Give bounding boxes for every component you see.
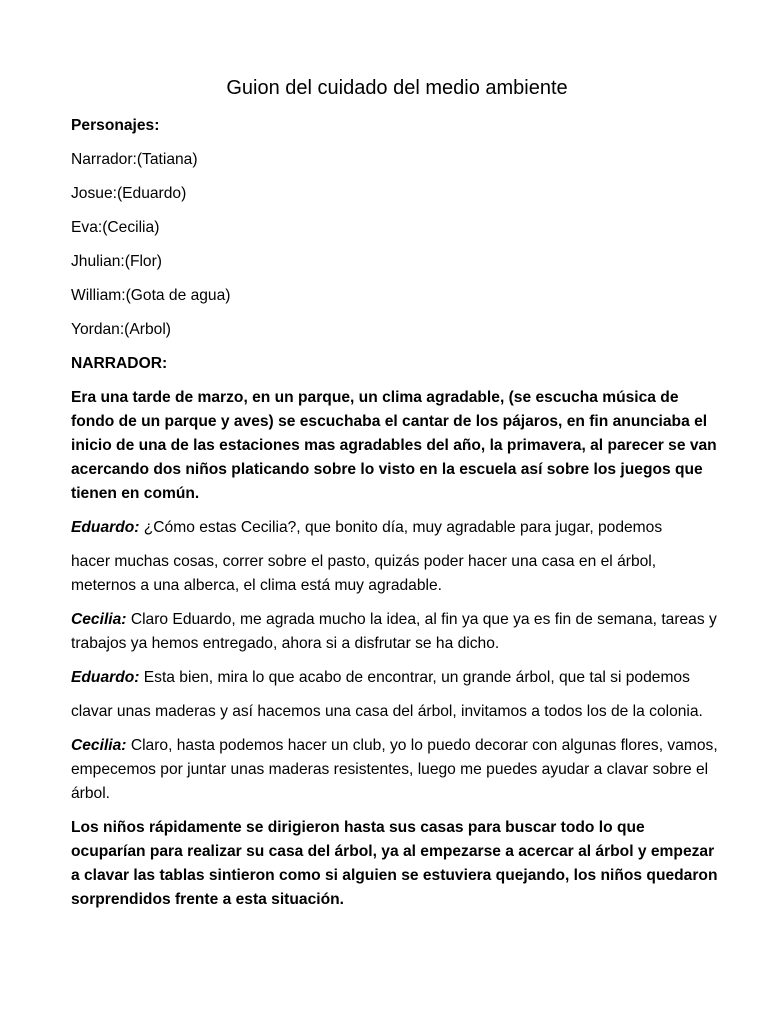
document-page [71,74,723,922]
character-line: Eva:(Cecilia) [71,219,160,236]
characters-heading: Personajes: [71,117,160,134]
speaker-name: Eduardo: [71,519,140,536]
character-line: William:(Gota de agua) [71,287,231,304]
dialogue-line [71,666,723,690]
dialogue-text: Esta bien, mira lo que acabo de encontrar, un grande árbol, que tal si podemos [139,669,690,686]
dialogue-line [71,608,723,656]
narration-paragraph: Los niños rápidamente se dirigieron hasta sus casas para buscar todo lo que ocuparían para realizar su casa del árbol, ya al empezarse a acercar al árbol y empezar a clavar las tablas sintieron como si alguien se estuviera quejando, los niños quedaron sorprendidos frente a esta situación. [71,819,718,908]
character-line: Josue:(Eduardo) [71,185,187,202]
dialogue-text: Claro Eduardo, me agrada mucho la idea, al fin ya que ya es fin de semana, tareas y trabajos ya hemos entregado, ahora si a disfrutar se ha dicho. [71,611,717,652]
document-title: Guion del cuidado del medio ambiente [226,77,568,99]
speaker-name: Cecilia: [71,737,127,754]
speaker-name: Eduardo: [71,669,140,686]
dialogue-continuation: hacer muchas cosas, correr sobre el pasto, quizás poder hacer una casa en el árbol, meternos a una alberca, el clima está muy agradable. [71,553,657,594]
dialogue-text: Claro, hasta podemos hacer un club, yo lo puedo decorar con algunas flores, vamos, empecemos por juntar unas maderas resistentes, luego me puedes ayudar a clavar sobre el árbol. [71,737,718,802]
dialogue-line [71,734,723,806]
dialogue-continuation: clavar unas maderas y así hacemos una casa del árbol, invitamos a todos los de la colonia. [71,703,703,720]
character-line: Yordan:(Arbol) [71,321,171,338]
character-line: Jhulian:(Flor) [71,253,162,270]
narration-paragraph: Era una tarde de marzo, en un parque, un clima agradable, (se escucha música de fondo de un parque y aves) se escuchaba el cantar de los pájaros, en fin anunciaba el inicio de una de las estaciones mas agradables del año, la primavera, al parecer se van acercando dos niños platicando sobre lo visto en la escuela así sobre los juegos que tienen en común. [71,389,717,502]
character-line: Narrador:(Tatiana) [71,151,198,168]
dialogue-line [71,516,723,540]
speaker-name: Cecilia: [71,611,127,628]
narrator-heading: NARRADOR: [71,355,168,372]
dialogue-text: ¿Cómo estas Cecilia?, que bonito día, muy agradable para jugar, podemos [139,519,663,536]
